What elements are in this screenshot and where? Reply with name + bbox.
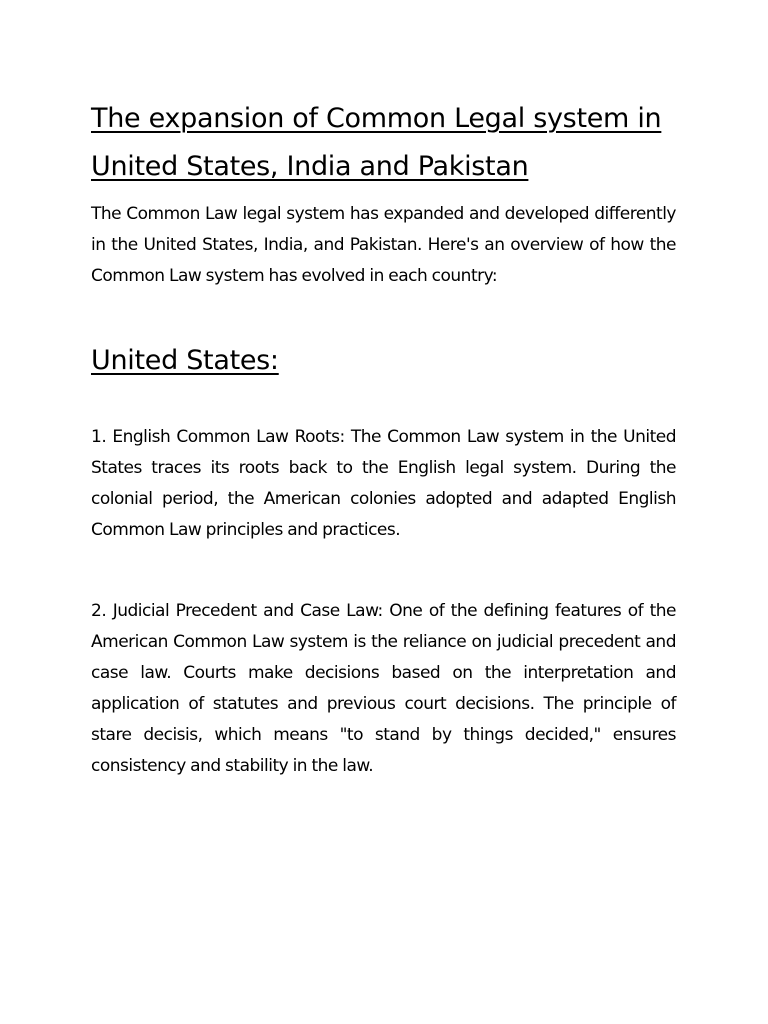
paragraph-english-common-law-roots: 1. English Common Law Roots: The Common Law system in the United States traces its roots back to the English legal system. During the colonial period, the American colonies adopted and adapted English Common Law principles and practices. — [91, 427, 676, 540]
intro-paragraph: The Common Law legal system has expanded and developed differently in the United States, India, and Pakistan. Here's an overview of how the Common Law system has evolved in each country: — [91, 204, 676, 286]
paragraph-judicial-precedent: 2. Judicial Precedent and Case Law: One of the defining features of the American Common Law system is the reliance on judicial precedent and case law. Courts make decisions based on the interpretation and application of statutes and previous court decisions. The principle of stare decisis, which means "to stand by things decided," ensures consistency and stability in the law. — [91, 601, 676, 776]
document-title: The expansion of Common Legal system in United States, India and Pakistan — [91, 103, 662, 182]
document-page — [91, 95, 676, 782]
section-heading-united-states: United States: — [91, 345, 279, 376]
